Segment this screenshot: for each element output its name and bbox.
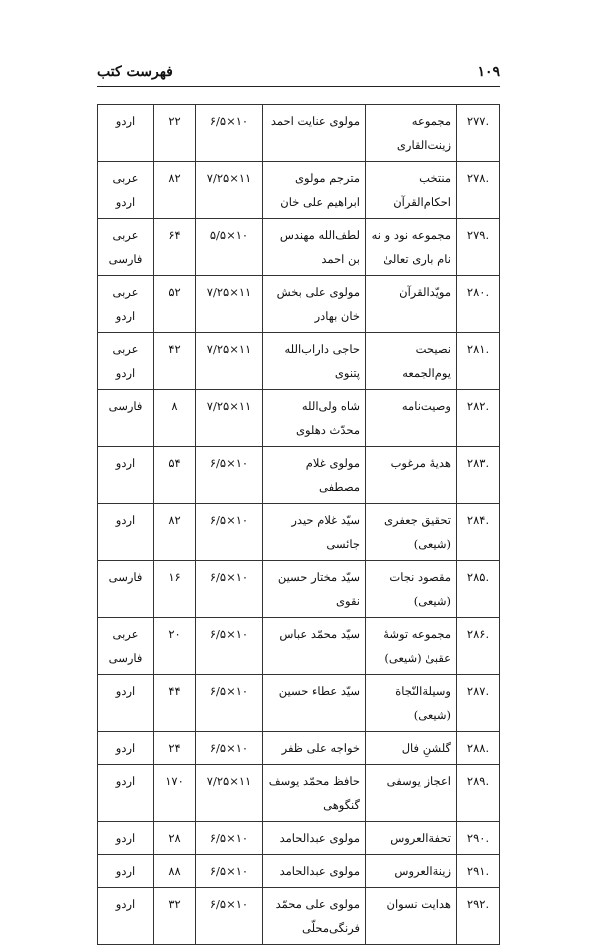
language-item: اردو	[115, 456, 136, 470]
language-item: اردو	[115, 195, 136, 209]
page-count: ۶۴	[154, 219, 196, 276]
entry-number: .۲۸۷	[457, 675, 500, 732]
language-item: اردو	[115, 741, 136, 755]
book-title: هدیهٔ مرغوب	[366, 447, 457, 504]
language-item: اردو	[115, 774, 136, 788]
entry-number: .۲۸۲	[457, 390, 500, 447]
book-size: ۱۰×۶/۵	[196, 888, 263, 945]
table-row	[98, 504, 500, 561]
entry-number: .۲۹۰	[457, 822, 500, 855]
book-language	[98, 822, 154, 855]
language-item: اردو	[115, 114, 136, 128]
book-size: ۱۰×۶/۵	[196, 105, 263, 162]
entry-number: .۲۷۷	[457, 105, 500, 162]
entry-number: .۲۸۸	[457, 732, 500, 765]
page-count: ۸۸	[154, 855, 196, 888]
book-language	[98, 618, 154, 675]
language-item: عربی	[112, 228, 139, 242]
entry-number: .۲۷۸	[457, 162, 500, 219]
book-size: ۱۱×۷/۲۵	[196, 765, 263, 822]
book-size: ۱۰×۶/۵	[196, 447, 263, 504]
book-title: منتخب احکام‌القرآن	[366, 162, 457, 219]
entry-number: .۲۸۴	[457, 504, 500, 561]
page-count: ۲۰	[154, 618, 196, 675]
entry-number: .۲۸۰	[457, 276, 500, 333]
page-count: ۵۴	[154, 447, 196, 504]
table-row	[98, 390, 500, 447]
book-size: ۱۰×۶/۵	[196, 561, 263, 618]
book-size: ۱۰×۶/۵	[196, 618, 263, 675]
language-item: اردو	[115, 897, 136, 911]
page-count: ۵۲	[154, 276, 196, 333]
book-catalog-table	[97, 104, 500, 945]
book-author: مولوی غلام مصطفی	[263, 447, 366, 504]
table-row	[98, 618, 500, 675]
book-language	[98, 561, 154, 618]
page-count: ۱۶	[154, 561, 196, 618]
book-author: سیّد مختار حسین نقوی	[263, 561, 366, 618]
book-title: مقصود نجات (شیعی)	[366, 561, 457, 618]
book-title: مجموعه توشهٔ عقبیٰ (شیعی)	[366, 618, 457, 675]
book-author: مولوی عنایت احمد	[263, 105, 366, 162]
language-item: فارسی	[108, 399, 143, 413]
entry-number: .۲۷۹	[457, 219, 500, 276]
page-count: ۸	[154, 390, 196, 447]
table-row	[98, 447, 500, 504]
table-row	[98, 888, 500, 945]
book-author: حاجی داراب‌الله پتنوی	[263, 333, 366, 390]
entry-number: .۲۸۵	[457, 561, 500, 618]
book-language	[98, 162, 154, 219]
table-row	[98, 219, 500, 276]
table-row	[98, 561, 500, 618]
book-language	[98, 855, 154, 888]
page-count: ۱۷۰	[154, 765, 196, 822]
book-author: مولوی عبدالحامد	[263, 822, 366, 855]
page-count: ۲۸	[154, 822, 196, 855]
header-rule	[97, 86, 500, 87]
language-item: فارسی	[108, 651, 143, 665]
entry-number: .۲۸۶	[457, 618, 500, 675]
book-title: زینة‌العروس	[366, 855, 457, 888]
book-title: مویّدالقرآن	[366, 276, 457, 333]
language-item: عربی	[112, 171, 139, 185]
book-author: شاه ولی‌الله محدّث دهلوی	[263, 390, 366, 447]
book-size: ۱۰×۶/۵	[196, 855, 263, 888]
language-item: اردو	[115, 366, 136, 380]
book-size: ۱۱×۷/۲۵	[196, 390, 263, 447]
book-title: وسیلة‌النّجاة (شیعی)	[366, 675, 457, 732]
entry-number: .۲۸۹	[457, 765, 500, 822]
book-size: ۱۱×۷/۲۵	[196, 333, 263, 390]
book-author: مولوی علی بخش خان بهادر	[263, 276, 366, 333]
book-title: نصیحت یوم‌الجمعه	[366, 333, 457, 390]
page-count: ۴۴	[154, 675, 196, 732]
book-language	[98, 333, 154, 390]
book-language	[98, 888, 154, 945]
book-author: سیّد محمّد عباس	[263, 618, 366, 675]
book-title: تحفة‌العروس	[366, 822, 457, 855]
table-row	[98, 855, 500, 888]
table-row	[98, 105, 500, 162]
book-size: ۱۰×۵/۵	[196, 219, 263, 276]
language-item: عربی	[112, 627, 139, 641]
language-item: فارسی	[108, 570, 143, 584]
book-size: ۱۰×۶/۵	[196, 732, 263, 765]
book-title: هدایت نسوان	[366, 888, 457, 945]
book-language	[98, 765, 154, 822]
page-count: ۸۲	[154, 162, 196, 219]
book-title: وصیت‌نامه	[366, 390, 457, 447]
table-row	[98, 162, 500, 219]
language-item: اردو	[115, 309, 136, 323]
book-size: ۱۰×۶/۵	[196, 504, 263, 561]
language-item: اردو	[115, 513, 136, 527]
book-title: اعجاز یوسفی	[366, 765, 457, 822]
book-size: ۱۰×۶/۵	[196, 675, 263, 732]
page-count: ۸۲	[154, 504, 196, 561]
page-count: ۲۴	[154, 732, 196, 765]
book-language	[98, 675, 154, 732]
page-count: ۳۲	[154, 888, 196, 945]
book-author: لطف‌الله مهندس بن احمد	[263, 219, 366, 276]
language-item: عربی	[112, 342, 139, 356]
language-item: اردو	[115, 864, 136, 878]
book-title: مجموعه نود و نه نام باری تعالیٰ	[366, 219, 457, 276]
book-language	[98, 276, 154, 333]
table-row	[98, 732, 500, 765]
book-size: ۱۱×۷/۲۵	[196, 276, 263, 333]
book-language	[98, 504, 154, 561]
book-author: مولوی علی محمّد فرنگی‌محلّی	[263, 888, 366, 945]
book-author: سیّد عطاء حسین	[263, 675, 366, 732]
book-size: ۱۰×۶/۵	[196, 822, 263, 855]
table-row	[98, 822, 500, 855]
page-header	[97, 62, 500, 86]
book-author: خواجه علی ظفر	[263, 732, 366, 765]
book-title: گلشنِ فال	[366, 732, 457, 765]
catalog-body	[98, 105, 500, 945]
table-row	[98, 765, 500, 822]
book-language	[98, 390, 154, 447]
book-size: ۱۱×۷/۲۵	[196, 162, 263, 219]
book-author: حافظ محمّد یوسف گنگوهی	[263, 765, 366, 822]
book-title: تحقیق جعفری (شیعی)	[366, 504, 457, 561]
book-author: سیّد غلام حیدر جائسی	[263, 504, 366, 561]
entry-number: .۲۹۲	[457, 888, 500, 945]
language-item: اردو	[115, 684, 136, 698]
entry-number: .۲۸۳	[457, 447, 500, 504]
book-author: مترجم مولوی ابراهیم علی خان	[263, 162, 366, 219]
book-language	[98, 105, 154, 162]
language-item: اردو	[115, 831, 136, 845]
table-row	[98, 333, 500, 390]
book-author: مولوی عبدالحامد	[263, 855, 366, 888]
table-row	[98, 276, 500, 333]
page-count: ۴۲	[154, 333, 196, 390]
page-number: ۱۰۹	[477, 64, 500, 80]
language-item: فارسی	[108, 252, 143, 266]
entry-number: .۲۹۱	[457, 855, 500, 888]
book-language	[98, 732, 154, 765]
entry-number: .۲۸۱	[457, 333, 500, 390]
book-language	[98, 219, 154, 276]
running-title: فهرست کتب	[97, 64, 173, 80]
language-item: عربی	[112, 285, 139, 299]
book-language	[98, 447, 154, 504]
table-row	[98, 675, 500, 732]
page-count: ۲۲	[154, 105, 196, 162]
book-title: مجموعه زینت‌القاری	[366, 105, 457, 162]
